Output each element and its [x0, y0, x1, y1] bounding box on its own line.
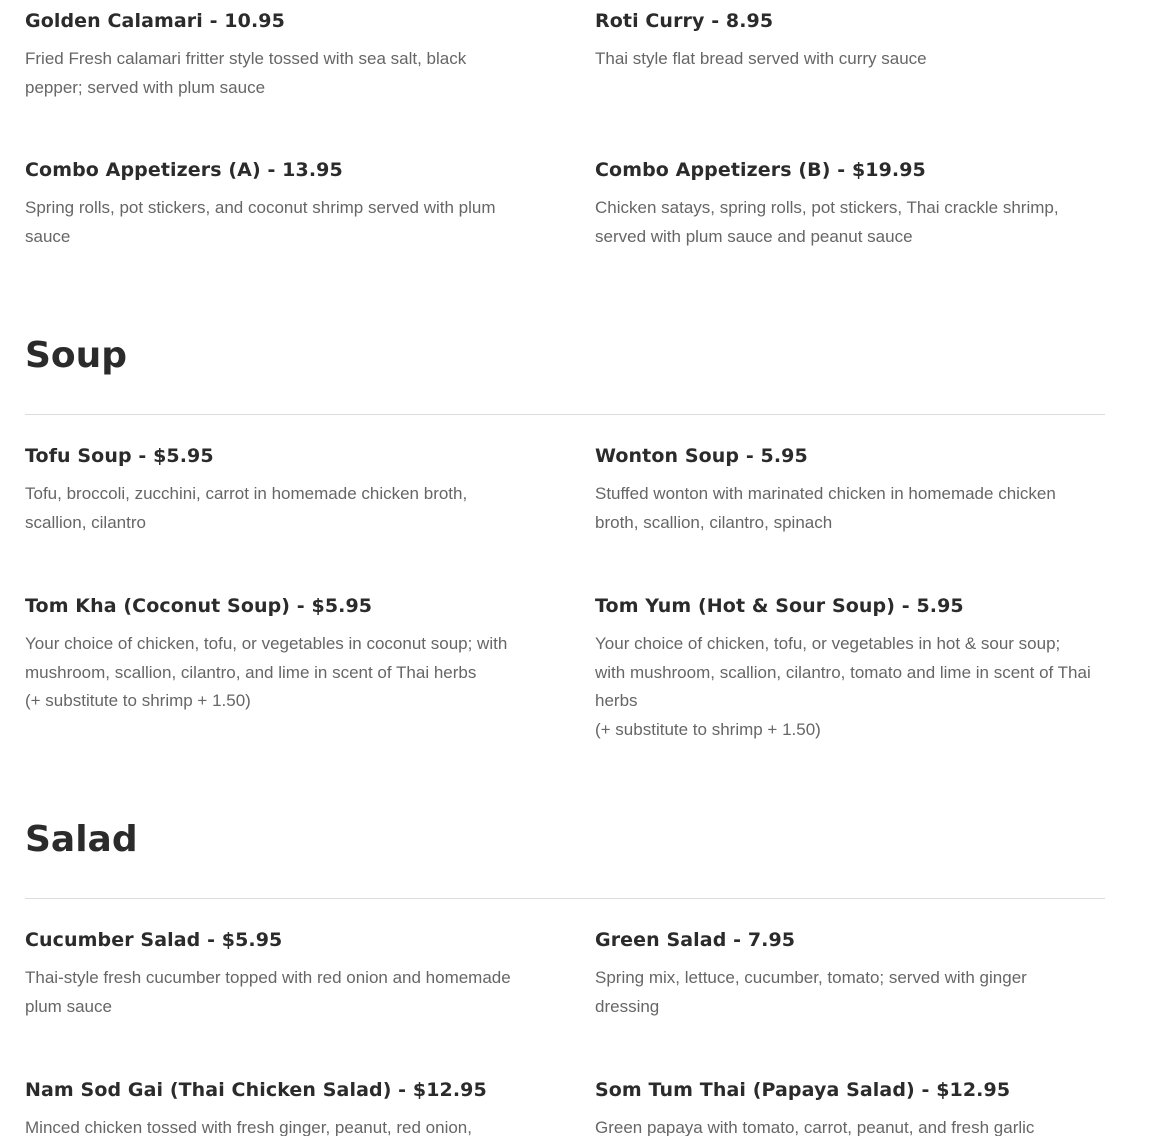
menu-item-title: Wonton Soup - 5.95	[595, 445, 808, 467]
menu-item-description: Stuffed wonton with marinated chicken in homemade chicken broth, scallion, cilantro, spinach	[595, 484, 1056, 532]
menu-item-tom-kha	[25, 592, 535, 716]
menu-item-description: Your choice of chicken, tofu, or vegetables in coconut soup; with mushroom, scallion, cilantro, and lime in scent of Thai herbs (+ substitute to shrimp + 1.50)	[25, 634, 508, 710]
menu-row	[25, 156, 1105, 286]
menu-item-roti-curry	[595, 7, 1105, 74]
menu-item-description: Tofu, broccoli, zucchini, carrot in homemade chicken broth, scallion, cilantro	[25, 484, 468, 532]
menu-item-title: Tom Yum (Hot & Sour Soup) - 5.95	[595, 595, 964, 617]
menu-item-title: Green Salad - 7.95	[595, 929, 796, 951]
menu-row	[25, 7, 1105, 137]
menu-item-title: Cucumber Salad - $5.95	[25, 929, 283, 951]
menu-item-description: Green papaya with tomato, carrot, peanut, and fresh garlic	[595, 1118, 1035, 1136]
section-divider	[25, 898, 1105, 899]
menu-item-title: Golden Calamari - 10.95	[25, 10, 285, 32]
menu-item-title: Roti Curry - 8.95	[595, 10, 774, 32]
menu-item-description: Chicken satays, spring rolls, pot stickers, Thai crackle shrimp, served with plum sauce and peanut sauce	[595, 198, 1059, 246]
section-heading-soup: Soup	[25, 335, 128, 376]
menu-row	[25, 926, 1105, 1056]
menu-item-nam-sod-gai	[25, 1076, 535, 1136]
menu-row	[25, 442, 1105, 572]
menu-item-description: Your choice of chicken, tofu, or vegetables in hot & sour soup; with mushroom, scallion, cilantro, tomato and lime in scent of Thai herbs (+ substitute to shrimp + 1.50)	[595, 634, 1091, 739]
menu-row	[25, 592, 1105, 752]
menu-item-wonton-soup	[595, 442, 1105, 537]
menu-item-som-tum-thai	[595, 1076, 1105, 1136]
menu-item-combo-appetizers-a	[25, 156, 535, 251]
menu-item-tom-yum	[595, 592, 1105, 744]
menu-page	[25, 0, 1105, 1136]
menu-item-title: Combo Appetizers (A) - 13.95	[25, 159, 343, 181]
menu-item-title: Tofu Soup - $5.95	[25, 445, 214, 467]
menu-item-description: Fried Fresh calamari fritter style tossed with sea salt, black pepper; served with plum sauce	[25, 49, 467, 97]
menu-item-title: Combo Appetizers (B) - $19.95	[595, 159, 926, 181]
menu-item-title: Tom Kha (Coconut Soup) - $5.95	[25, 595, 373, 617]
menu-item-title: Nam Sod Gai (Thai Chicken Salad) - $12.95	[25, 1079, 487, 1101]
menu-item-description: Thai style flat bread served with curry sauce	[595, 49, 927, 68]
section-divider	[25, 414, 1105, 415]
menu-item-green-salad	[595, 926, 1105, 1021]
menu-item-title: Som Tum Thai (Papaya Salad) - $12.95	[595, 1079, 1011, 1101]
menu-row	[25, 1076, 1105, 1136]
menu-item-golden-calamari	[25, 7, 535, 102]
menu-item-cucumber-salad	[25, 926, 535, 1021]
menu-item-description: Spring rolls, pot stickers, and coconut shrimp served with plum sauce	[25, 198, 496, 246]
menu-item-combo-appetizers-b	[595, 156, 1105, 251]
menu-item-description: Thai-style fresh cucumber topped with red onion and homemade plum sauce	[25, 968, 511, 1016]
section-heading-salad: Salad	[25, 819, 138, 860]
menu-item-tofu-soup	[25, 442, 535, 537]
menu-item-description: Minced chicken tossed with fresh ginger, peanut, red onion,	[25, 1118, 472, 1136]
menu-item-description: Spring mix, lettuce, cucumber, tomato; served with ginger dressing	[595, 968, 1027, 1016]
